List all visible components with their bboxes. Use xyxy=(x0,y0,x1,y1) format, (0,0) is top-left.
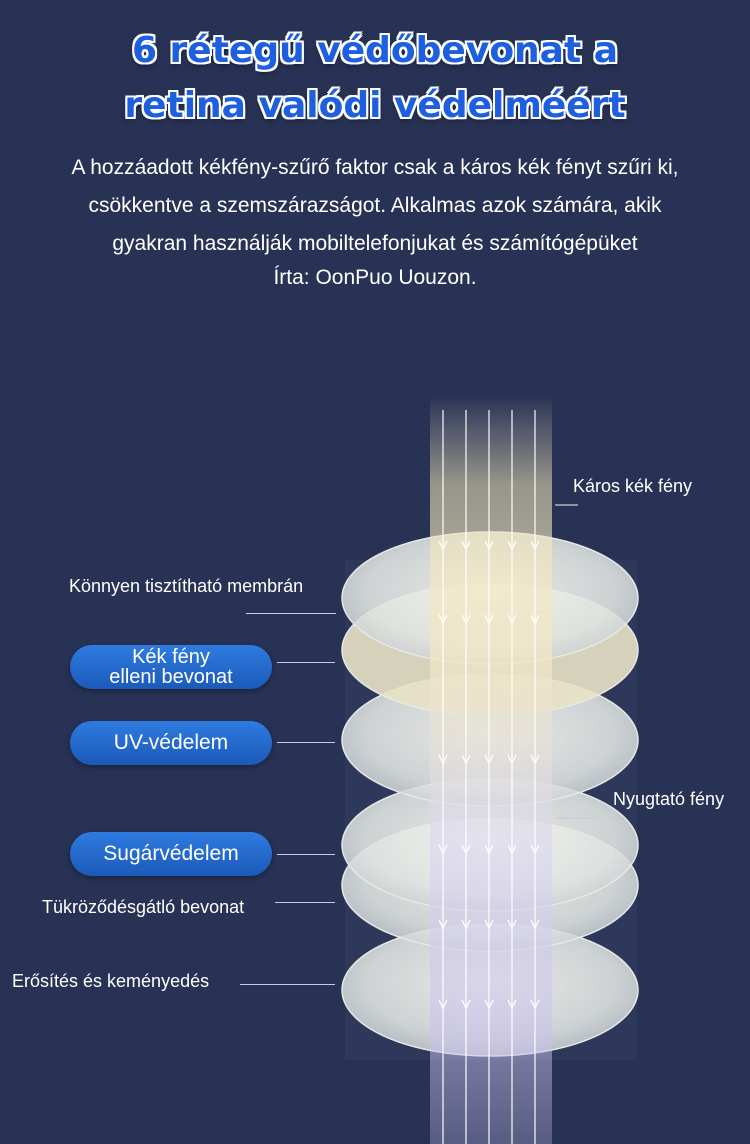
pill-radiation-label: Sugárvédelem xyxy=(103,842,239,865)
leader-uv xyxy=(277,742,335,743)
label-soothing-light: Nyugtató fény xyxy=(613,789,725,809)
label-anti-reflective-coating: Tükröződésgátló bevonat xyxy=(42,897,245,917)
pill-blue-light-line-2: elleni bevonat xyxy=(109,666,233,688)
leader-anti-reflective xyxy=(275,902,335,903)
pill-blue-light-line-1: Kék fény xyxy=(132,646,210,668)
description-line-3: gyakran használják mobiltelefonjukat és számítógépüket xyxy=(112,232,638,255)
label-hardening: Erősítés és keményedés xyxy=(12,971,210,991)
light-beam xyxy=(430,395,552,1144)
pill-blue-light-coating xyxy=(70,645,272,689)
title-line-1: 6 rétegű védőbevonat a xyxy=(131,30,619,71)
pill-radiation-protection xyxy=(70,832,272,876)
leader-blue-coating xyxy=(277,662,335,663)
pill-uv-protection xyxy=(70,721,272,765)
pill-uv-label: UV-védelem xyxy=(113,731,229,754)
description-line-1: A hozzáadott kékfény-szűrő faktor csak a káros kék fényt szűri ki, xyxy=(71,156,679,179)
description-line-2: csökkentve a szemszárazságot. Alkalmas azok számára, akik xyxy=(88,194,662,217)
title-line-2: retina valódi védelméért xyxy=(124,85,626,126)
label-harmful-blue-light: Káros kék fény xyxy=(573,476,693,496)
leader-easy-clean xyxy=(246,613,336,614)
description-line-4: Írta: OonPuo Uouzon. xyxy=(273,266,477,289)
label-easy-clean-membrane: Könnyen tisztítható membrán xyxy=(69,576,304,596)
leader-hardening xyxy=(240,984,335,985)
leader-radiation xyxy=(277,854,335,855)
